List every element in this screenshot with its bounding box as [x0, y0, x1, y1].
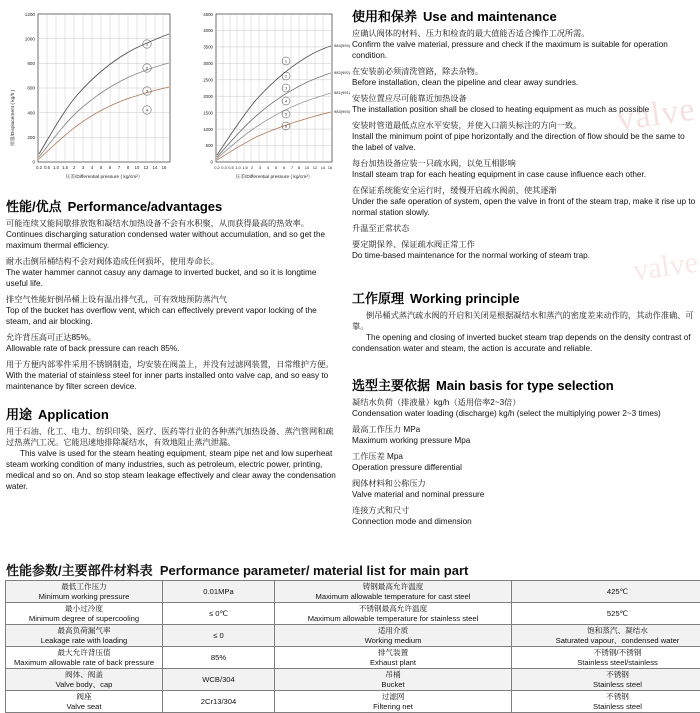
- application-title-cn: 用途: [6, 407, 32, 422]
- main-basis-item-5: [352, 505, 696, 527]
- application-en: This valve is used for the steam heating equipment, steam pipe net and low superheat steam working condition of many industries, such as petroleum, electric power, printing, medical and so on. And so stop steam leakage effectively and clear away the condensation water.: [6, 448, 336, 492]
- application-body: [6, 426, 336, 492]
- svg-text:1.0: 1.0: [235, 165, 241, 170]
- svg-text:1200: 1200: [25, 12, 36, 17]
- performance-5-en: With the material of stainless steel for inner parts installed onto valve cap, and so easy to maintenance by filter screen device.: [6, 370, 336, 392]
- working-principle-en: The opening and closing of inverted bucket steam trap depends on the density contrast of condensation water and steam, the action is accurate and reliable.: [352, 332, 696, 354]
- table-title: [6, 560, 468, 579]
- svg-text:排量/Displacement ( kg/h ): 排量/Displacement ( kg/h ): [9, 89, 16, 146]
- table-row: [6, 647, 700, 669]
- svg-text:800: 800: [27, 61, 35, 66]
- table-row: [6, 603, 700, 625]
- use-item-1-en: Confirm the valve material, pressure and check if the maximum is suitable for operation condition.: [352, 39, 696, 61]
- section-title-performance: [6, 196, 336, 215]
- performance-2-cn: 耐水击倒吊桶结构不会对阀体造成任何损坏，使用寿命长。: [6, 256, 336, 267]
- svg-text:0: 0: [211, 160, 214, 165]
- performance-title-cn: 性能/优点: [6, 199, 62, 214]
- row-5-label-right: [275, 669, 512, 691]
- row-3-value: ≤ 0: [163, 625, 275, 647]
- row-4-value: 85%: [163, 647, 275, 669]
- use-item-6-en: Under the safe operation of system, open the valve in front of the steam trap, make it rise up to normal station slowly.: [352, 196, 696, 218]
- watermark-text-secondary: valve: [631, 246, 700, 289]
- chart-displacement-large: [186, 6, 354, 197]
- main-basis-2-cn: 最高工作压力 MPa: [352, 424, 696, 435]
- watermark-text: valve: [615, 91, 698, 140]
- table-title-cn: 性能参数/主要部件材料表: [6, 563, 153, 578]
- svg-text:2: 2: [73, 165, 76, 170]
- svg-text:5: 5: [100, 165, 103, 170]
- row-2-label-cn: 最小过冷度: [9, 604, 159, 614]
- svg-text:1500: 1500: [203, 111, 213, 116]
- performance-5-cn: 用于方便内部零件采用不锈钢制造，均安装在阀盖上，并没有过滤网装置，日常维护方便。: [6, 359, 336, 370]
- svg-text:1: 1: [285, 59, 287, 63]
- main-basis-item-2: [352, 424, 696, 446]
- svg-text:200: 200: [27, 135, 35, 140]
- main-basis-4-cn: 阀体材料和公称压力: [352, 478, 696, 489]
- main-basis-1-en: Condensation water loading (discharge) kg/h (select the multiplying power 2~3 times): [352, 408, 696, 419]
- use-item-2: [352, 66, 696, 88]
- svg-text:2: 2: [251, 165, 254, 170]
- svg-text:16: 16: [328, 165, 333, 170]
- use-item-8-cn: 要定期保养、保证疏水阀正常工作: [352, 239, 696, 250]
- row-4-value-right: [512, 647, 700, 669]
- performance-item-3: [6, 294, 336, 327]
- row-6-label: [6, 691, 163, 713]
- svg-text:600: 600: [27, 86, 35, 91]
- row-4-label-cn: 最大允许背压值: [9, 648, 159, 658]
- performance-1-cn: 可能连续又能间歇排放饱和凝结水加热设备不会有水积聚，从而获得最高的热效率。: [6, 218, 336, 229]
- svg-text:3500: 3500: [203, 45, 213, 50]
- svg-text:0.3: 0.3: [221, 165, 227, 170]
- svg-text:8: 8: [298, 165, 301, 170]
- row-6-label-cn: 阀座: [9, 692, 159, 702]
- row-2-value-right: 525℃: [512, 603, 700, 625]
- row-2-label: [6, 603, 163, 625]
- table-row: [6, 669, 700, 691]
- working-principle-title-en: Working principle: [410, 291, 520, 306]
- right-text-column: [352, 6, 696, 532]
- performance-item-1: [6, 218, 336, 251]
- svg-text:3: 3: [259, 165, 262, 170]
- performance-3-en: Top of the bucket has overflow vent, which can effectively prevent vapor locking of the steam, and air blocking.: [6, 305, 336, 327]
- row-2-label-en: Minimum degree of supercooling: [9, 614, 159, 624]
- row-6-value-right-cn: 不锈钢: [515, 692, 700, 702]
- row-5-label-en: Valve body、cap: [9, 680, 159, 690]
- section-title-application: [6, 404, 336, 423]
- svg-text:7: 7: [291, 165, 294, 170]
- svg-text:1000: 1000: [25, 37, 36, 42]
- chart-area: [0, 0, 350, 190]
- svg-text:5: 5: [285, 112, 287, 116]
- row-4-label: [6, 647, 163, 669]
- use-item-4-cn: 安装时管道最低点应水平安装，并使入口箭头标注的方向一致。: [352, 120, 696, 131]
- row-5-value: WCB/304: [163, 669, 275, 691]
- performance-3-cn: 排空气性能好倒吊桶上设有温出排气孔，可有效地预防蒸汽气: [6, 294, 336, 305]
- section-title-main-basis: [352, 375, 696, 394]
- row-2-label-right-cn: 不锈钢最高允许温度: [278, 604, 508, 614]
- table-title-en: Performance parameter/ material list for main part: [160, 563, 469, 578]
- main-basis-3-en: Operation pressure differential: [352, 462, 696, 473]
- main-basis-title-en: Main basis for type selection: [436, 378, 614, 393]
- svg-text:1.5: 1.5: [62, 165, 68, 170]
- svg-text:982(992): 982(992): [334, 70, 351, 75]
- row-5-value-right-en: Stainless steel: [515, 680, 700, 690]
- use-item-5: [352, 158, 696, 180]
- use-item-3-en: The installation position shall be closed to heating equipment as much as possible: [352, 104, 696, 115]
- use-item-3-cn: 安装位置应尽可能靠近加热设备: [352, 93, 696, 104]
- performance-item-2: [6, 256, 336, 289]
- svg-text:1: 1: [146, 43, 148, 47]
- application-cn: 用于石油、化工、电力、纺织印染、医疗、医药等行业的各种蒸汽加热设备、蒸汽管网和疏过热蒸汽工况。它能迅速地排除凝结水，有效地阻止蒸汽泄漏。: [6, 426, 336, 448]
- svg-text:4: 4: [285, 99, 287, 103]
- section-title-use-maintenance: [352, 6, 696, 25]
- use-maintenance-title-en: Use and maintenance: [423, 9, 557, 24]
- use-item-1-cn: 应确认阀体的材料、压力和检查的最大值能否适合操作工况所需。: [352, 28, 696, 39]
- row-4-label-right-cn: 排气装置: [278, 648, 508, 658]
- use-item-8-en: Do time-based maintenance for the normal working of steam trap.: [352, 250, 696, 261]
- use-item-7-cn: 升温至正常状态: [352, 223, 696, 234]
- svg-text:4: 4: [267, 165, 270, 170]
- svg-text:3: 3: [285, 86, 287, 90]
- svg-text:2: 2: [285, 74, 287, 78]
- svg-text:6: 6: [283, 165, 286, 170]
- row-2-value: ≤ 0℃: [163, 603, 275, 625]
- svg-text:8: 8: [127, 165, 130, 170]
- row-5-value-right-cn: 不锈钢: [515, 670, 700, 680]
- working-principle-title-cn: 工作原理: [352, 291, 404, 306]
- svg-text:4500: 4500: [203, 12, 213, 17]
- performance-2-en: The water hammer cannot casuy any damage to inverted bucket, and so it is longtime useful life.: [6, 267, 336, 289]
- row-6-value-right: [512, 691, 700, 713]
- svg-text:1.5: 1.5: [242, 165, 248, 170]
- svg-text:压差/Differential pressure ( kg/: 压差/Differential pressure ( kg/cm²）: [65, 173, 142, 180]
- row-5-label-cn: 阀体、阀盖: [9, 670, 159, 680]
- svg-text:2: 2: [146, 67, 148, 71]
- svg-text:2500: 2500: [203, 78, 213, 83]
- row-3-value-right-cn: 饱和蒸汽、凝结水: [515, 626, 700, 636]
- row-6-label-right-cn: 过滤网: [278, 692, 508, 702]
- svg-text:2000: 2000: [203, 94, 213, 99]
- use-item-1: [352, 28, 696, 61]
- svg-text:10: 10: [135, 165, 140, 170]
- svg-text:16: 16: [162, 165, 167, 170]
- main-basis-1-cn: 凝结水负荷（排液量）kg/h（适用倍率2~3倍）: [352, 397, 696, 408]
- row-5-label-right-cn: 吊桶: [278, 670, 508, 680]
- use-item-4: [352, 120, 696, 153]
- application-title-en: Application: [38, 407, 109, 422]
- svg-text:7: 7: [118, 165, 121, 170]
- use-maintenance-title-cn: 使用和保养: [352, 9, 417, 24]
- svg-text:0.5: 0.5: [44, 165, 50, 170]
- row-4-value-right-en: Stainless steel/stainless: [515, 658, 700, 668]
- performance-item-4: [6, 332, 336, 354]
- row-1-label-en: Minimum working pressure: [9, 592, 159, 602]
- svg-text:10: 10: [305, 165, 310, 170]
- row-3-label-right: [275, 625, 512, 647]
- row-6-value-right-en: Stainless steel: [515, 702, 700, 712]
- main-basis-item-3: [352, 451, 696, 473]
- row-1-label-right-cn: 铸钢最高允许温度: [278, 582, 508, 592]
- table-row: [6, 691, 700, 713]
- use-item-7: [352, 223, 696, 234]
- row-6-label-en: Valve seat: [9, 702, 159, 712]
- use-item-5-cn: 每台加热设备应装一只疏水阀，以免互相影响: [352, 158, 696, 169]
- row-4-value-right-cn: 不锈钢/不锈钢: [515, 648, 700, 658]
- table-row: [6, 625, 700, 647]
- svg-text:4: 4: [91, 165, 94, 170]
- svg-text:4000: 4000: [203, 28, 213, 33]
- row-3-label: [6, 625, 163, 647]
- svg-text:3: 3: [82, 165, 85, 170]
- svg-text:12: 12: [313, 165, 318, 170]
- row-2-label-right-en: Maximum allowable temperature for stainless steel: [278, 614, 508, 624]
- performance-1-en: Continues discharging saturation condensed water without accumulation, and so get the maximum thermal efficiency.: [6, 229, 336, 251]
- row-4-label-right-en: Exhaust plant: [278, 658, 508, 668]
- left-text-column: [6, 196, 336, 497]
- svg-text:5: 5: [275, 165, 278, 170]
- svg-text:压差/Differential pressure ( kg/: 压差/Differential pressure ( kg/cm²）: [235, 173, 312, 180]
- row-3-value-right-en: Saturated vapour、condensed water: [515, 636, 700, 646]
- main-basis-item-1: [352, 397, 696, 419]
- row-2-label-right: [275, 603, 512, 625]
- chart-displacement-small: [6, 6, 178, 197]
- main-basis-title-cn: 选型主要依据: [352, 378, 430, 393]
- row-1-label-right-en: Maximum allowable temperature for cast steel: [278, 592, 508, 602]
- main-basis-5-cn: 连接方式和尺寸: [352, 505, 696, 516]
- use-item-2-cn: 在安装前必须清洗管路，除去杂物。: [352, 66, 696, 77]
- row-6-label-right: [275, 691, 512, 713]
- use-item-3: [352, 93, 696, 115]
- row-3-label-right-en: Working medium: [278, 636, 508, 646]
- performance-title-en: Performance/advantages: [68, 199, 223, 214]
- svg-text:400: 400: [27, 111, 35, 116]
- svg-text:984(994): 984(994): [334, 43, 351, 48]
- row-1-label-cn: 最低工作压力: [9, 582, 159, 592]
- use-item-4-en: Install the minimum point of pipe horizontally and the direction of flow should be the same to the label of valve.: [352, 131, 696, 153]
- use-item-6: [352, 185, 696, 218]
- use-item-6-cn: 在保证系统能安全运行时，缓慢开启疏水阀前，使其逐渐: [352, 185, 696, 196]
- svg-text:500: 500: [206, 143, 214, 148]
- main-basis-item-4: [352, 478, 696, 500]
- row-1-value: 0.01MPa: [163, 581, 275, 603]
- working-principle-body: [352, 310, 696, 354]
- use-item-5-en: Install steam trap for each heating equipment in case cause influence each other.: [352, 169, 696, 180]
- svg-text:4: 4: [146, 109, 148, 113]
- row-3-value-right: [512, 625, 700, 647]
- row-4-label-right: [275, 647, 512, 669]
- row-3-label-right-cn: 适用介质: [278, 626, 508, 636]
- performance-item-5: [6, 359, 336, 392]
- performance-parameter-table: [5, 580, 700, 713]
- main-basis-5-en: Connection mode and dimension: [352, 516, 696, 527]
- svg-text:0.5: 0.5: [228, 165, 234, 170]
- performance-4-cn: 允许背压高可正达85%。: [6, 332, 336, 343]
- svg-text:0.2: 0.2: [214, 165, 220, 170]
- svg-text:0.2: 0.2: [36, 165, 42, 170]
- section-title-working-principle: [352, 288, 696, 307]
- row-6-label-right-en: Filtering net: [278, 702, 508, 712]
- svg-text:981(991): 981(991): [334, 90, 351, 95]
- svg-text:6: 6: [109, 165, 112, 170]
- svg-text:6: 6: [285, 124, 287, 128]
- row-5-label: [6, 669, 163, 691]
- row-3-label-cn: 最高负荷漏气率: [9, 626, 159, 636]
- row-4-label-en: Maximum allowable rate of back pressure: [9, 658, 159, 668]
- row-5-label-right-en: Bucket: [278, 680, 508, 690]
- working-principle-cn: 倒吊桶式蒸汽疏水阀的开启和关闭是根据凝结水和蒸汽的密度差来动作的，其动作准确、可靠。: [352, 310, 696, 332]
- svg-text:1.0: 1.0: [53, 165, 59, 170]
- use-item-2-en: Before installation, clean the pipeline and clear away sundries.: [352, 77, 696, 88]
- use-item-8: [352, 239, 696, 261]
- row-1-value-right: 425℃: [512, 581, 700, 603]
- row-3-label-en: Leakage rate with loading: [9, 636, 159, 646]
- row-6-value: 2Cr13/304: [163, 691, 275, 713]
- row-1-label-right: [275, 581, 512, 603]
- main-basis-2-en: Maximum working pressure Mpa: [352, 435, 696, 446]
- performance-4-en: Allowable rate of back pressure can reach 85%.: [6, 343, 336, 354]
- row-5-value-right: [512, 669, 700, 691]
- svg-text:0: 0: [32, 160, 35, 165]
- svg-text:14: 14: [321, 165, 326, 170]
- svg-text:1000: 1000: [203, 127, 213, 132]
- row-1-label: [6, 581, 163, 603]
- main-basis-3-cn: 工作压差 Mpa: [352, 451, 696, 462]
- svg-text:983(993): 983(993): [334, 109, 351, 114]
- svg-text:14: 14: [153, 165, 158, 170]
- svg-text:3000: 3000: [203, 61, 213, 66]
- main-basis-4-en: Valve material and nominal pressure: [352, 489, 696, 500]
- table-row: [6, 581, 700, 603]
- svg-text:3: 3: [146, 90, 148, 94]
- svg-text:12: 12: [144, 165, 149, 170]
